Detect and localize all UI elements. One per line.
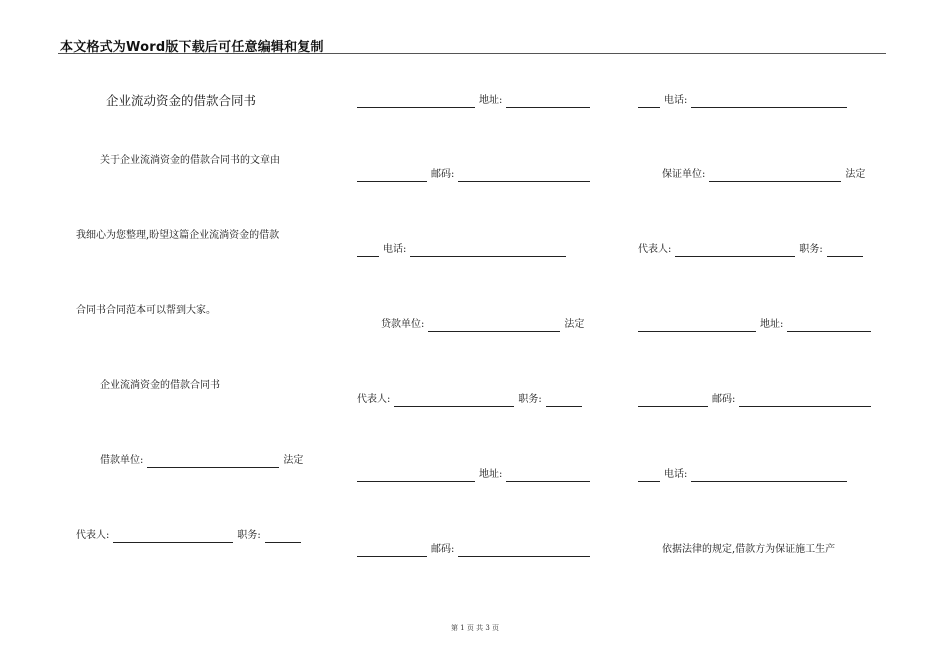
column-1 xyxy=(76,0,326,672)
address-pre-blank-1[interactable] xyxy=(357,96,475,108)
lender-position-blank[interactable] xyxy=(546,395,582,407)
address-blank-3[interactable] xyxy=(787,320,871,332)
footer-prefix: 第 xyxy=(450,624,458,632)
postcode-pre-blank-3[interactable] xyxy=(638,395,708,407)
footer-mid: 页 共 xyxy=(466,624,484,632)
borrower-position-blank[interactable] xyxy=(265,531,301,543)
borrower-blank[interactable] xyxy=(147,456,279,468)
borrower-rep-blank[interactable] xyxy=(113,531,233,543)
phone-row-3: 电话: xyxy=(638,468,847,482)
footer-suffix: 页 xyxy=(492,624,500,632)
guarantor-blank[interactable] xyxy=(709,170,841,182)
guarantor-rep-row: 代表人: 职务: xyxy=(638,243,863,257)
address-pre-blank-2[interactable] xyxy=(357,470,475,482)
phone-blank-2[interactable] xyxy=(691,96,847,108)
address-blank-2[interactable] xyxy=(506,470,590,482)
postcode-pre-blank-1[interactable] xyxy=(357,170,427,182)
borrower-rep-row: 代表人: 职务: xyxy=(76,529,301,543)
phone-blank-3[interactable] xyxy=(691,470,847,482)
guarantor-position-blank[interactable] xyxy=(827,245,863,257)
postcode-blank-3[interactable] xyxy=(739,395,871,407)
address-pre-blank-3[interactable] xyxy=(638,320,756,332)
intro-line-2: 我细心为您整理,盼望这篇企业流淌资金的借款 xyxy=(76,230,280,241)
footer-page-number: 1 xyxy=(460,624,465,632)
footer-total-pages: 3 xyxy=(485,624,490,632)
page-footer xyxy=(0,623,950,633)
postcode-blank-2[interactable] xyxy=(458,545,590,557)
header-text: 本文格式为Word版下载后可任意编辑和复制 xyxy=(60,40,324,55)
phone-pre-blank-1[interactable] xyxy=(357,245,379,257)
contract-subtitle: 企业流淌资金的借款合同书 xyxy=(100,380,220,391)
guarantor-rep-blank[interactable] xyxy=(675,245,795,257)
document-title: 企业流动资金的借款合同书 xyxy=(106,93,257,108)
lender-rep-row: 代表人: 职务: xyxy=(357,393,582,407)
intro-line-1: 关于企业流淌资金的借款合同书的文章由 xyxy=(100,155,280,166)
lender-rep-blank[interactable] xyxy=(394,395,514,407)
lender-blank[interactable] xyxy=(428,320,560,332)
phone-pre-blank-2[interactable] xyxy=(638,96,660,108)
postcode-row-1: 邮码: xyxy=(357,168,590,182)
lender-row: 贷款单位: 法定 xyxy=(381,319,585,330)
postcode-row-3: 邮码: xyxy=(638,393,871,407)
borrower-row: 借款单位: 法定 xyxy=(100,455,304,466)
phone-row-2: 电话: xyxy=(638,94,847,108)
address-row-2: 地址: xyxy=(357,468,590,482)
address-blank-1[interactable] xyxy=(506,96,590,108)
clause-line: 依据法律的规定,借款方为保证施工生产 xyxy=(662,544,836,555)
address-row-3: 地址: xyxy=(638,318,871,332)
postcode-row-2: 邮码: xyxy=(357,543,590,557)
postcode-pre-blank-2[interactable] xyxy=(357,545,427,557)
guarantor-row: 保证单位: 法定 xyxy=(662,169,866,180)
column-3 xyxy=(638,0,888,672)
postcode-blank-1[interactable] xyxy=(458,170,590,182)
phone-pre-blank-3[interactable] xyxy=(638,470,660,482)
address-row-1: 地址: xyxy=(357,94,590,108)
phone-blank-1[interactable] xyxy=(410,245,566,257)
column-2 xyxy=(357,0,607,672)
intro-line-3: 合同书合同范本可以帮到大家。 xyxy=(76,305,216,316)
phone-row-1: 电话: xyxy=(357,243,566,257)
